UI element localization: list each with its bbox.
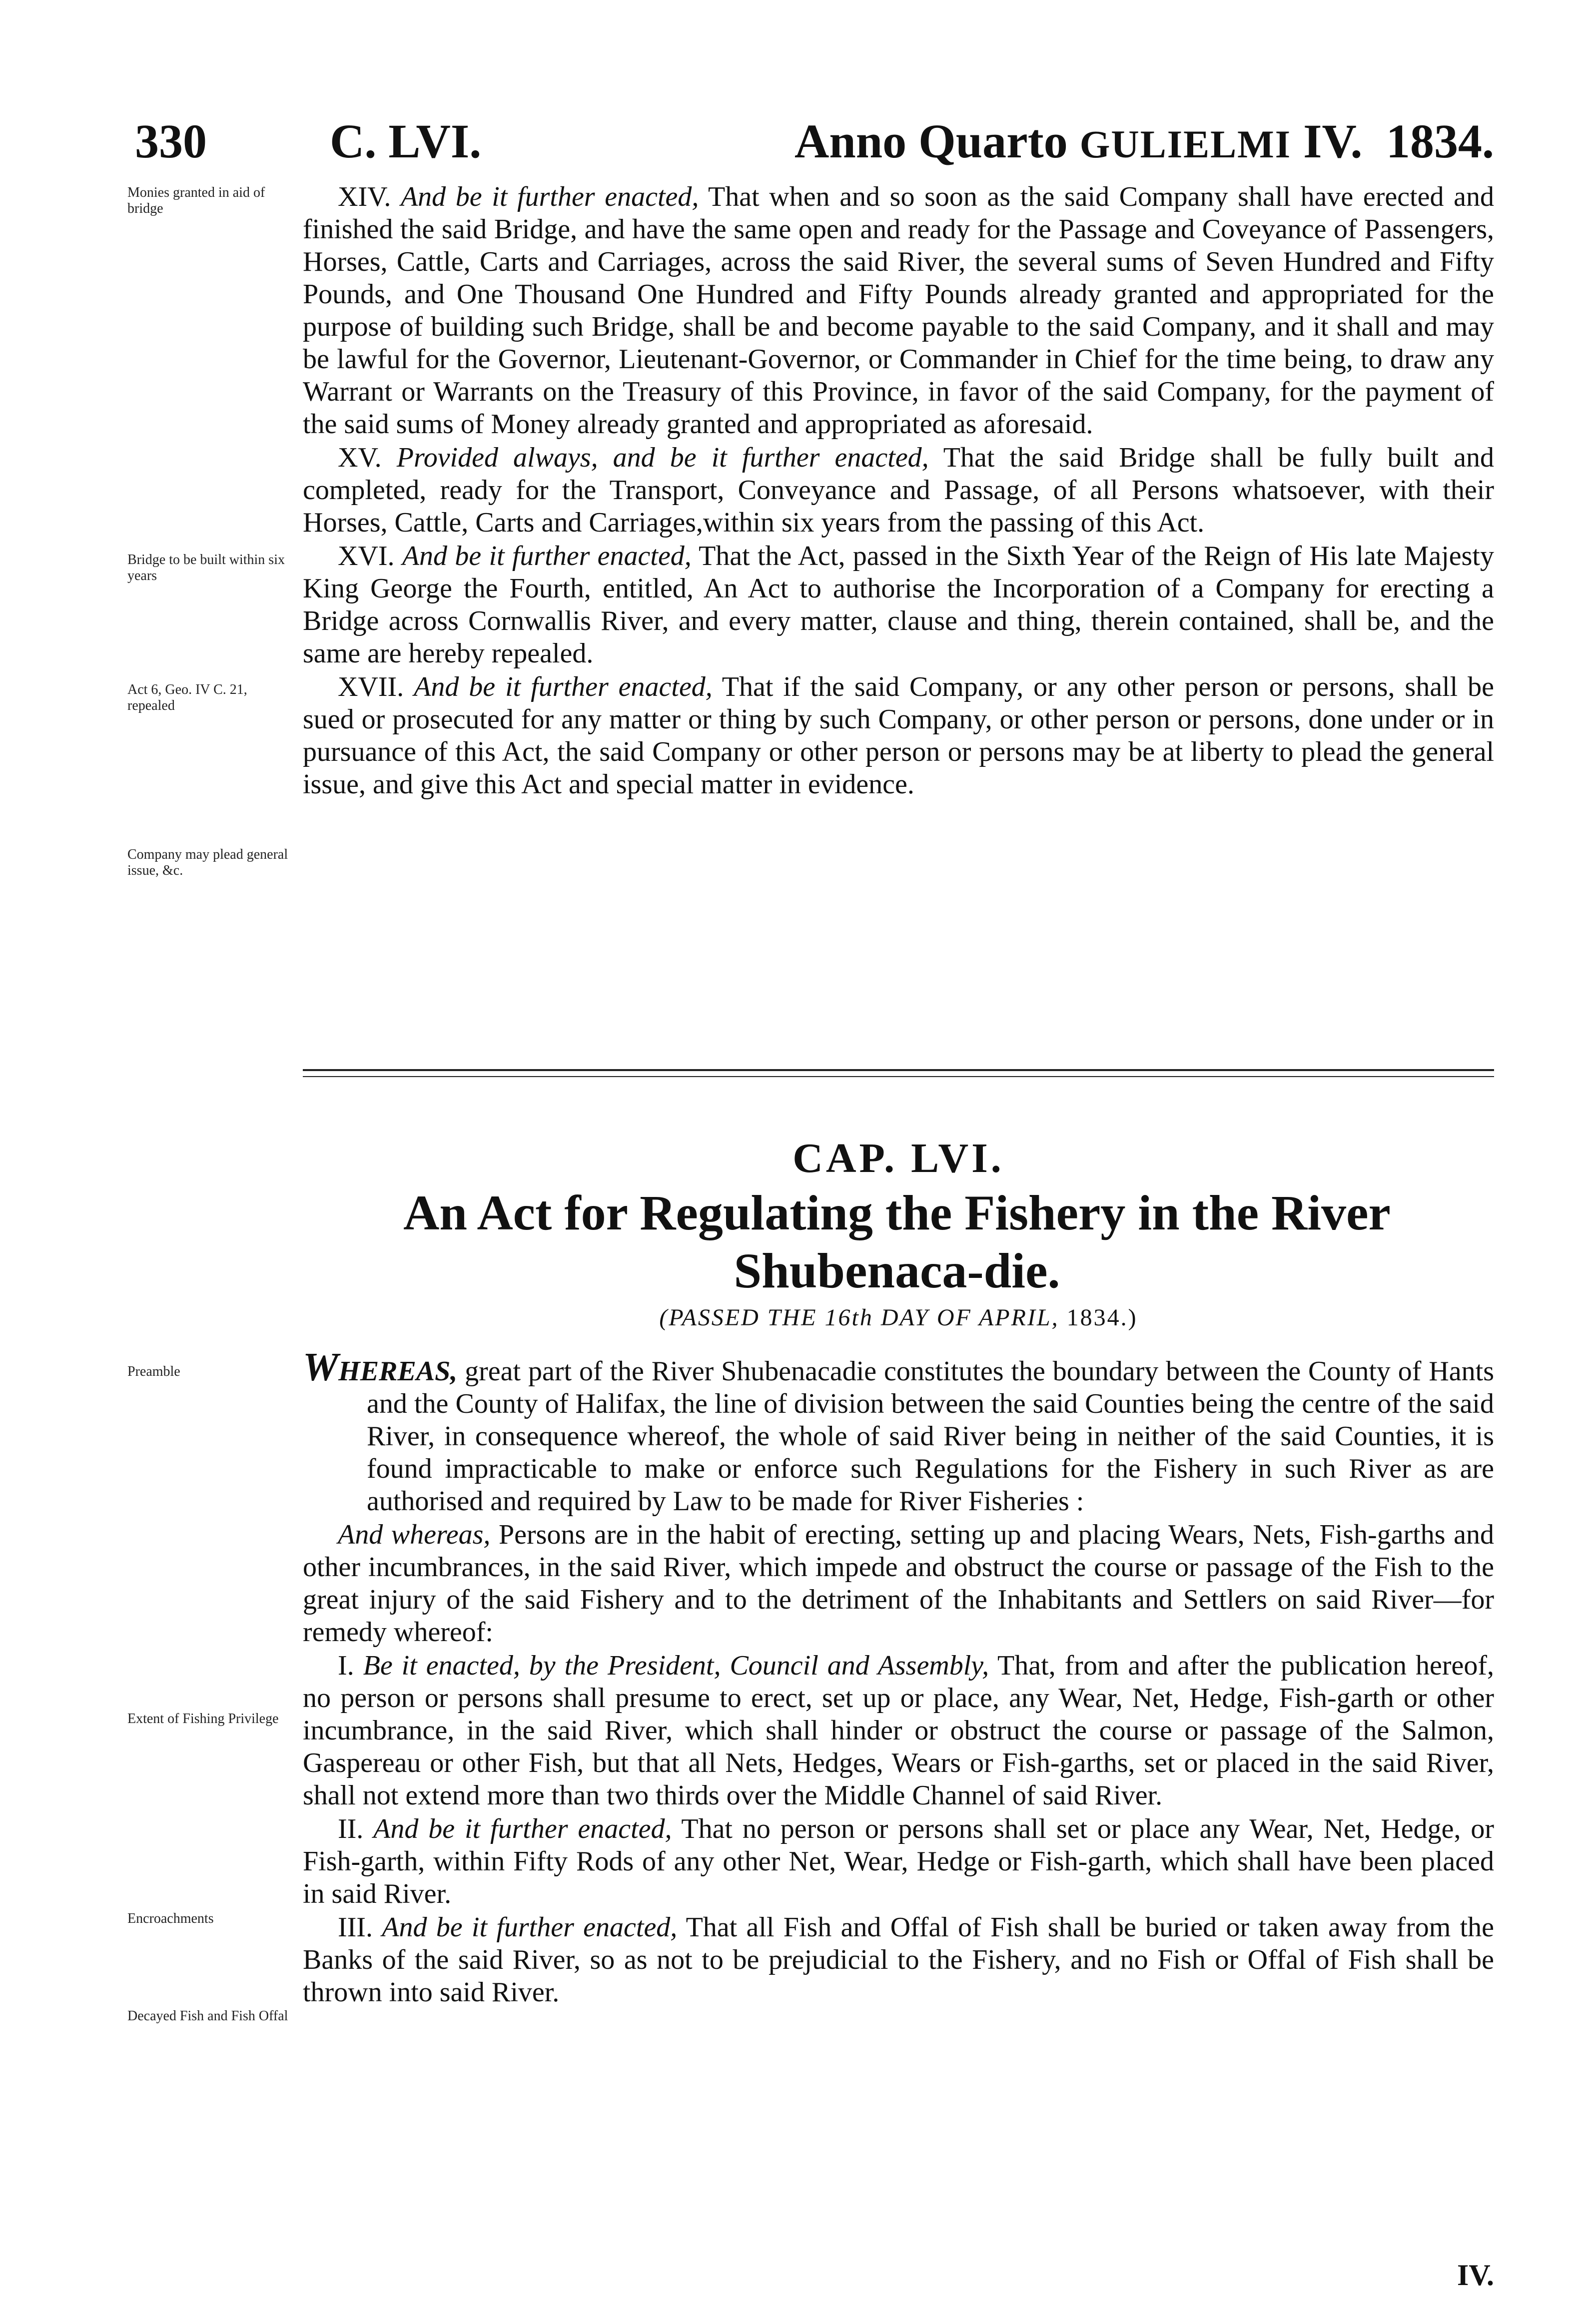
title-part1: Anno Quarto xyxy=(794,114,1080,168)
enacting-clause: And be it further enacted, xyxy=(414,671,713,702)
cap-heading: CAP. LVI. xyxy=(792,1135,1004,1181)
section-divider-thin xyxy=(303,1076,1494,1077)
section-number: II. xyxy=(338,1813,364,1844)
margin-note-s2: Encroachments xyxy=(127,1911,214,1926)
new-section-1 xyxy=(303,1650,1494,1812)
chapter-number: C. LVI. xyxy=(330,114,482,168)
new-act-body xyxy=(303,1345,1495,2009)
new-section-2 xyxy=(303,1813,1494,1910)
section-number: XVI. xyxy=(338,541,395,572)
enacting-clause: And be it further enacted, xyxy=(402,541,692,572)
enacting-clause: And be it further enacted, xyxy=(400,181,699,212)
enacting-clause: And be it further enacted, xyxy=(382,1912,678,1943)
section-number: XVII. xyxy=(338,671,404,702)
enacting-clause: And be it further enacted, xyxy=(373,1813,672,1844)
title-part2: IV. xyxy=(1291,114,1363,168)
catchword: IV. xyxy=(1457,2259,1494,2292)
section-divider xyxy=(303,1069,1494,1071)
act-title: An Act for Regulating the Fishery in the River Shubenaca-die. xyxy=(403,1185,1391,1298)
margin-note-s1: Extent of Fishing Privilege xyxy=(127,1711,279,1727)
section-14 xyxy=(303,181,1494,441)
margin-note-s17: Company may plead general issue, &c. xyxy=(127,847,288,878)
passed-date xyxy=(303,1304,1494,1331)
section-17 xyxy=(303,671,1494,801)
section-text: That all Fish and Offal of Fish shall be buried or taken away from the Banks of the said River, so as not to be prejudicial to the Fishery, and no Fish or Offal of Fish shall be thrown into said River. xyxy=(303,1912,1494,2008)
passed-day: 16th xyxy=(824,1304,873,1331)
preamble-text: great part of the River Shubenacadie constitutes the boundary between the County of Hants and the County of Halifax, the line of division between the said Counties being the centre of the said River, in consequence whereof, the whole of said River being in neither of the said Counties, it is found impracticable to make or enforce such Regulations for the Fishery in such River as are authorised and required by Law to be made for River Fisheries : xyxy=(367,1356,1494,1517)
page-number: 330 xyxy=(135,114,207,168)
section-text: That no person or persons shall set or place any Wear, Net, Hedge, or Fish-garth, within Fifty Rods of any other Net, Wear, Hedge or Fish-garth, which shall have been placed in said River. xyxy=(303,1813,1494,1909)
section-number: XV. xyxy=(338,442,382,473)
margin-note-s3: Decayed Fish and Fish Offal xyxy=(127,2008,288,2024)
passed-year: 1834.) xyxy=(1066,1304,1138,1331)
whereas-clause xyxy=(303,1519,1494,1649)
section-number: III. xyxy=(338,1912,373,1943)
enacting-clause: Be it enacted, by the President, Council and Assembly, xyxy=(363,1650,989,1681)
drop-cap: W xyxy=(303,1345,339,1389)
section-number: I. xyxy=(338,1650,354,1681)
new-section-3 xyxy=(303,1911,1494,2009)
section-text: That, from and after the publication hereof, no person or persons shall presume to erect, set up or place, any Wear, Net, Hedge, Fish-garth or other incumbrance, in the said River, which shall hinder or obstruct the course or passage of the Salmon, Gaspereau or other Fish, but that all Nets, Hedges, Wears or Fish-garths, set or placed in the said River, shall not extend more than two thirds over the Middle Channel of said River. xyxy=(303,1650,1495,1811)
section-text: That the Act, passed in the Sixth Year of the Reign of His late Majesty King George the Fourth, entitled, An Act to authorise the Incorporation of a Company for erecting a Bridge across Cornwallis River, and every matter, clause and thing, therein contained, shall be, and the same are hereby repealed. xyxy=(303,541,1494,669)
passed-mid: DAY OF APRIL, xyxy=(873,1304,1067,1331)
margin-note-s15: Bridge to be built within six years xyxy=(127,552,285,583)
whereas-text: Persons are in the habit of erecting, setting up and placing Wears, Nets, Fish-garths and other incumbrances, in the said River, which impede and obstruct the course or passage of the Fish to the great injury of the said Fishery and to the detriment of the Inhabitants and Settlers on said River—for remedy whereof: xyxy=(303,1519,1495,1648)
title-smallcaps: GULIELMI xyxy=(1079,122,1292,166)
section-text: That when and so soon as the said Company shall have erected and finished the said Bridge, and have the same open and ready for the Passage and Coveyance of Passengers, Horses, Cattle, Carts and Carriages, across the said River, the several sums of Seven Hundred and Fifty Pounds, and One Thousand One Hundred and Fifty Pounds already granted and appropriated for the purpose of building such Bridge, shall be and become payable to the said Company, and it shall and may be lawful for the Governor, Lieutenant-Governor, or Commander in Chief for the time being, to draw any Warrant or Warrants on the Treasury of this Province, in favor of the said Company, for the payment of the said sums of Money already granted and appropriated as aforesaid. xyxy=(303,181,1494,440)
preamble-lead: HEREAS, xyxy=(338,1356,458,1387)
section-16 xyxy=(303,540,1494,670)
old-act-sections xyxy=(303,181,1494,801)
margin-note-s14: Monies granted in aid of bridge xyxy=(127,185,265,216)
section-15 xyxy=(303,442,1494,539)
section-number: XIV. xyxy=(338,181,391,212)
header-year: 1834. xyxy=(1386,114,1494,168)
enacting-clause: Provided always, and be it further enacted, xyxy=(396,442,929,473)
running-header xyxy=(135,114,1494,169)
whereas-lead: And whereas, xyxy=(338,1519,491,1550)
section-text: That the said Bridge shall be fully built and completed, ready for the Transport, Conveyance and Passage, of all Persons whatsoever, with their Horses, Cattle, Carts and Carriages,within six years from the passing of this Act. xyxy=(303,442,1495,538)
margin-note-preamble: Preamble xyxy=(127,1364,180,1379)
running-title xyxy=(794,114,1362,172)
preamble xyxy=(303,1345,1494,1518)
section-text: That if the said Company, or any other person or persons, shall be sued or prosecuted for any matter or thing by such Company, or other person or persons, done under or in pursuance of this Act, the said Company or other person or persons may be at liberty to plead the general issue, and give this Act and special matter in evidence. xyxy=(303,671,1494,800)
margin-note-s16: Act 6, Geo. IV C. 21, repealed xyxy=(127,682,247,713)
passed-prefix: (PASSED THE xyxy=(659,1304,825,1331)
